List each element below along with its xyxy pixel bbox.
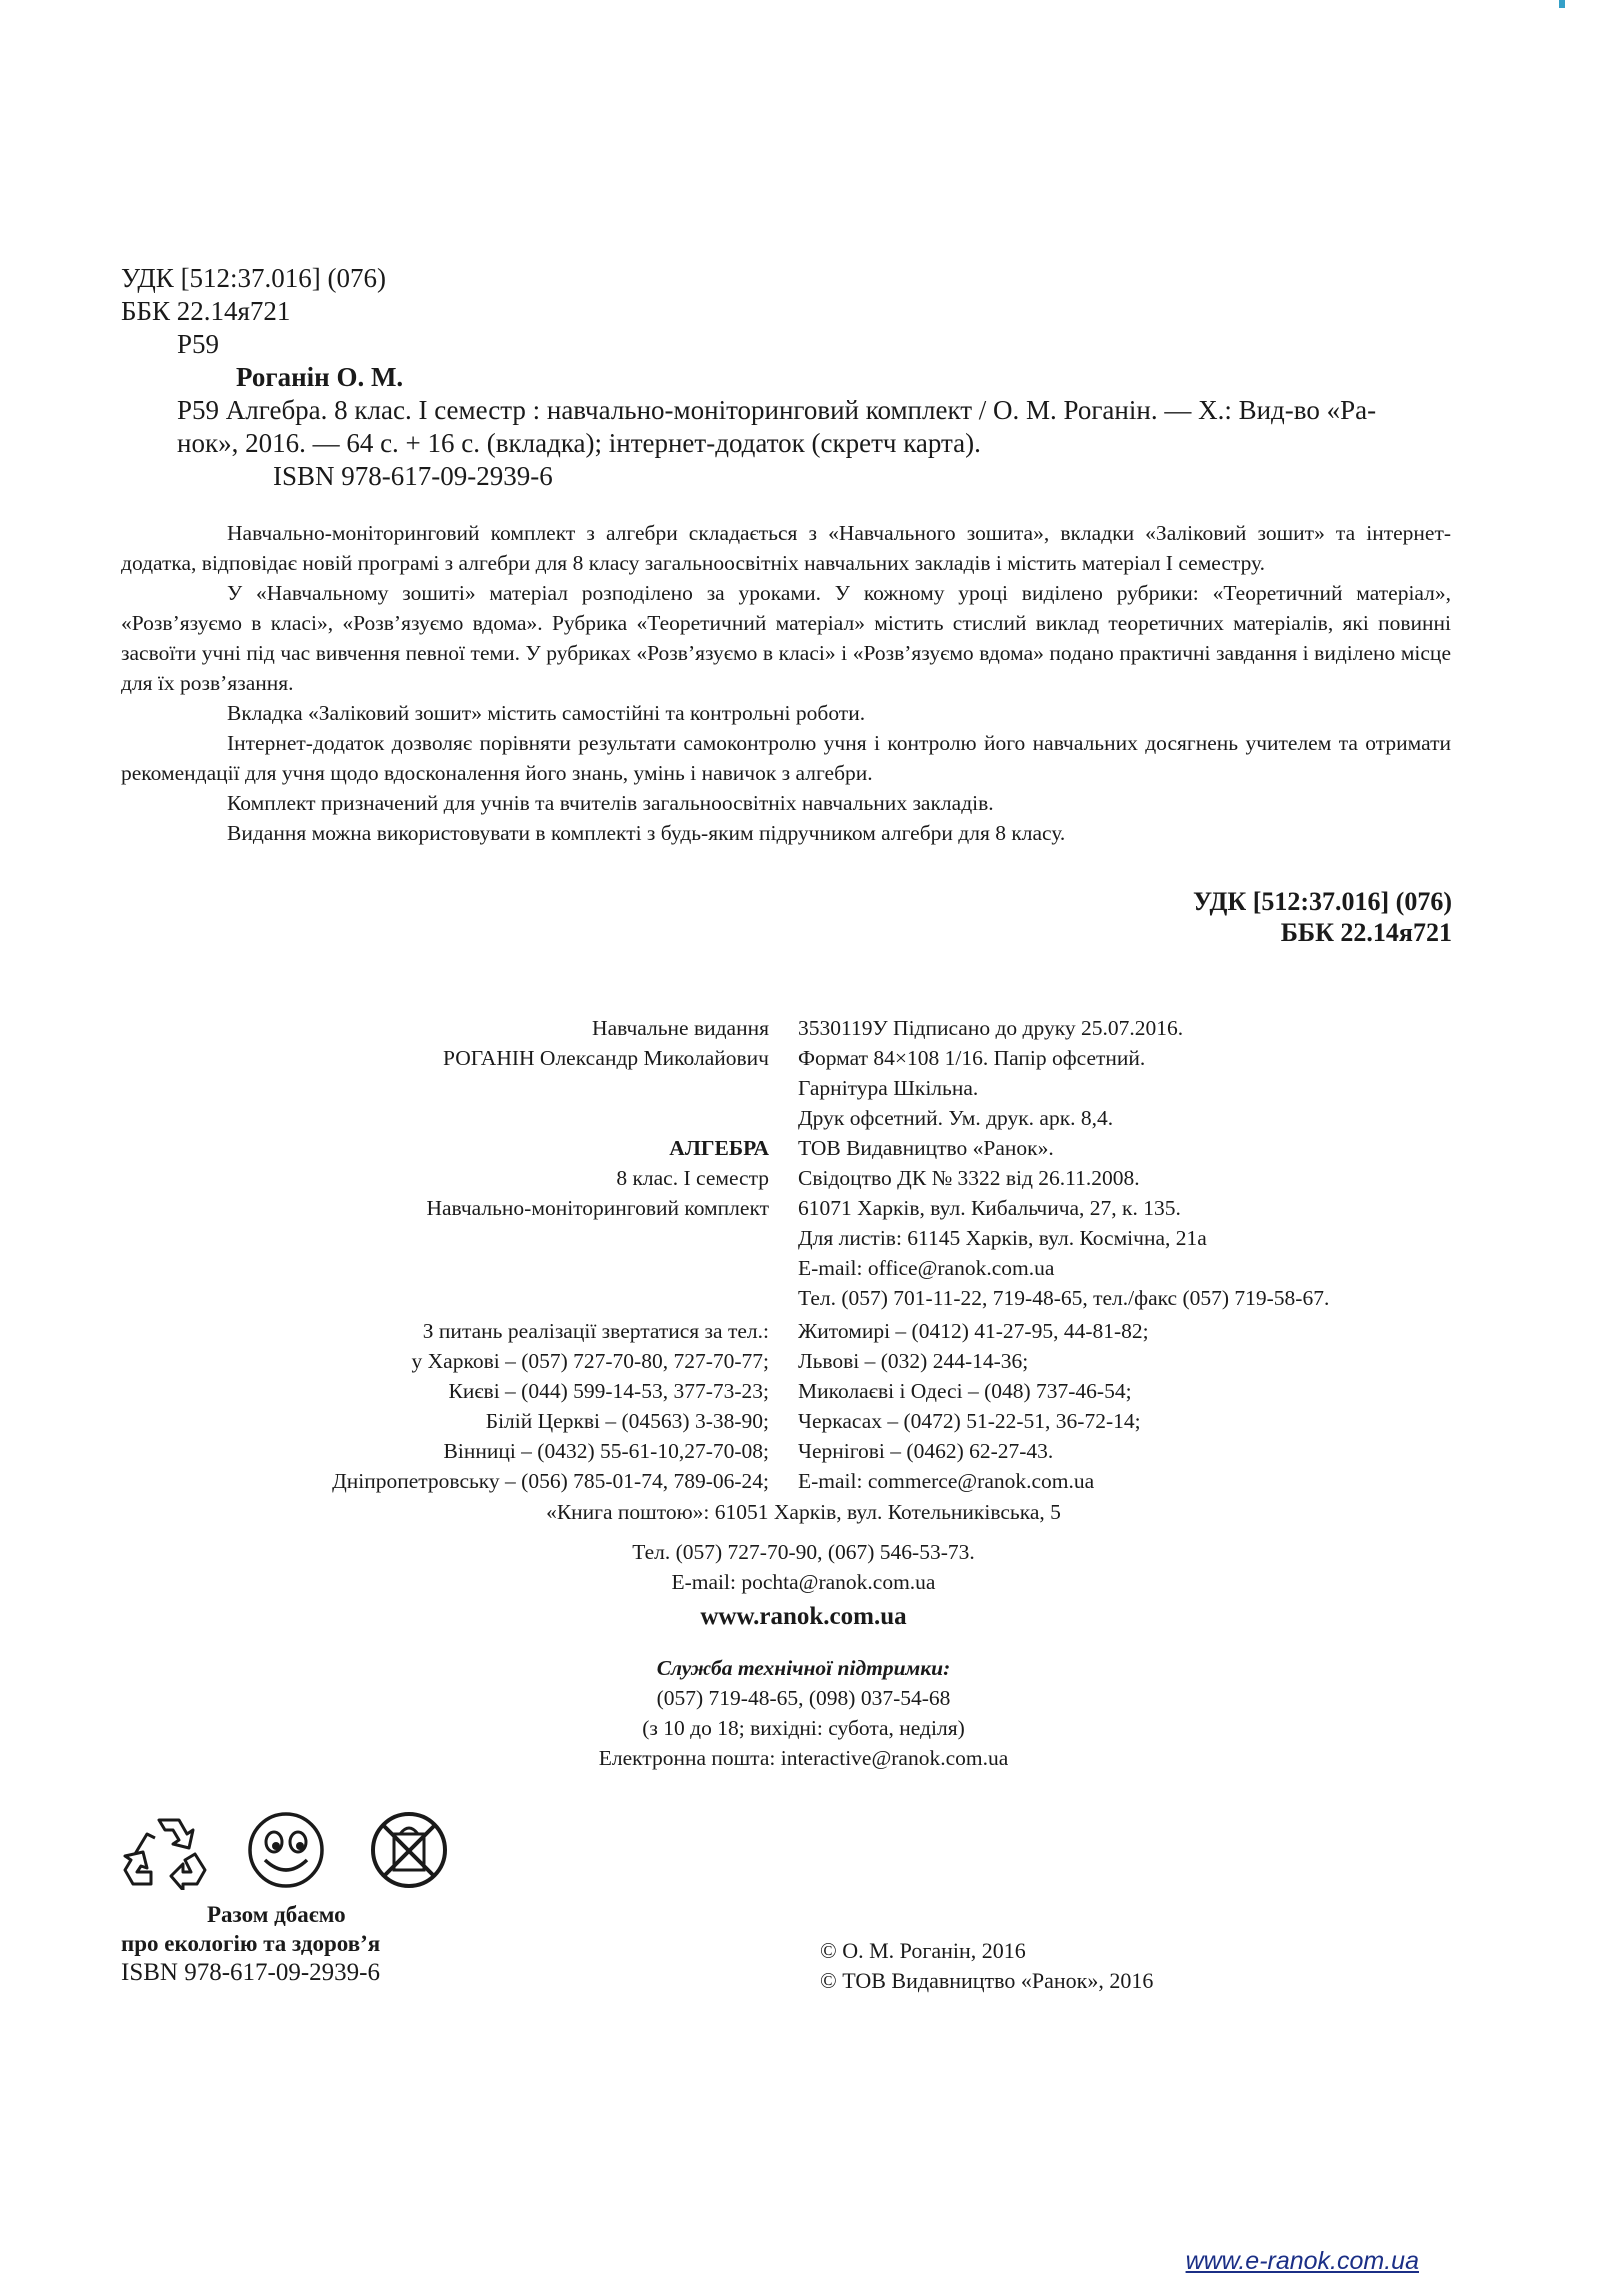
print-line: Формат 84×108 1/16. Папір офсетний. <box>798 1046 1146 1070</box>
contact-line: E-mail: commerce@ranok.com.ua <box>798 1469 1095 1493</box>
copyright-publisher: © ТОВ Видавництво «Ранок», 2016 <box>820 1968 1154 1993</box>
abstract-paragraph: Навчально-моніторинговий комплект з алгебри складається з «Навчального зошита», вкладки «Заліковий зошит» та інтернет-додатка, відповідає новій програмі з алгебри для 8 класу загальноосвітніх навчальних закладів і містить матеріал І семестру. <box>121 521 1451 575</box>
publisher-line: ТОВ Видавництво «Ранок». <box>798 1136 1054 1160</box>
library-record <box>121 262 1376 493</box>
contact-line: Дніпропетровську – (056) 785-01-74, 789-06-24; <box>332 1469 769 1493</box>
bbk-code-right: ББК 22.14я721 <box>1280 918 1452 947</box>
footer-site-link[interactable]: www.e-ranok.com.ua <box>1185 2247 1419 2275</box>
colophon-right <box>798 1013 1329 1313</box>
copyright-block <box>820 1936 1153 1996</box>
abstract-paragraph: Інтернет-додаток дозволяє порівняти результати самоконтролю учня і контролю його навчальних досягнень учителем та отримати рекомендації для учня щодо вдосконалення його знань, умінь і навичок з алгебри. <box>121 731 1451 785</box>
mail-order-email: E-mail: pochta@ranok.com.ua <box>671 1570 936 1594</box>
publisher-line: 61071 Харків, вул. Кибальчича, 27, к. 135. <box>798 1196 1181 1220</box>
abstract-paragraph: У «Навчальному зошиті» матеріал розподілено за уроками. У кожному уроці виділено рубрики: «Теоретичний матеріал», «Розв’язуємо в класі», «Розв’язуємо вдома». Рубрика «Теоретичний матеріал» містить стислий виклад теоретичних матеріалів, які повинні засвоїти учні під час вивчення певної теми. У рубриках «Розв’язуємо в класі» і «Розв’язуємо вдома» подано практичні завдання і виділено місце для їх розв’язання. <box>121 581 1451 695</box>
copyright-author: © О. М. Роганін, 2016 <box>820 1938 1026 1963</box>
smiley-icon <box>243 1810 329 1895</box>
support-phone: (057) 719-48-65, (098) 037-54-68 <box>656 1686 951 1710</box>
contact-line: З питань реалізації звертатися за тел.: <box>422 1319 769 1343</box>
contact-line: Чернігові – (0462) 62-27-43. <box>798 1439 1054 1463</box>
contact-line: Миколаєві і Одесі – (048) 737-46-54; <box>798 1379 1132 1403</box>
abstract-paragraph: Комплект призначений для учнів та вчителів загальноосвітніх навчальних закладів. <box>227 791 994 815</box>
udc-code: УДК [512:37.016] (076) <box>121 263 387 293</box>
abstract <box>121 518 1451 848</box>
no-bag-icon <box>366 1810 452 1895</box>
edition-author: РОГАНІН Олександр Миколайович <box>442 1046 769 1070</box>
description-line-2: нок», 2016. — 64 с. + 16 с. (вкладка); інтернет-додаток (скретч карта). <box>177 428 981 458</box>
edition-type: Навчальне видання <box>592 1016 769 1040</box>
abstract-paragraph: Вкладка «Заліковий зошит» містить самостійні та контрольні роботи. <box>227 701 866 725</box>
print-line: Друк офсетний. Ум. друк. арк. 8,4. <box>798 1106 1114 1130</box>
contacts-right <box>798 1316 1149 1496</box>
print-line: Гарнітура Шкільна. <box>798 1076 979 1100</box>
abstract-paragraph: Видання можна використовувати в комплекті з будь-яким підручником алгебри для 8 класу. <box>227 821 1066 845</box>
publisher-email: E-mail: office@ranok.com.ua <box>798 1256 1055 1280</box>
isbn-line: ISBN 978-617-09-2939-6 <box>273 461 553 491</box>
publisher-phone: Тел. (057) 701-11-22, 719-48-65, тел./факс (057) 719-58-67. <box>798 1286 1330 1310</box>
print-line: 3530119У Підписано до друку 25.07.2016. <box>798 1016 1184 1040</box>
publisher-line: Для листів: 61145 Харків, вул. Космічна, 21а <box>798 1226 1207 1250</box>
support-title: Служба технічної підтримки: <box>656 1656 951 1680</box>
abstract-classification <box>1193 886 1452 948</box>
contacts-left <box>332 1316 769 1496</box>
eco-block <box>121 1810 461 1986</box>
edition-grade: 8 клас. І семестр <box>616 1166 769 1190</box>
recycle-icon <box>121 1810 217 1895</box>
mail-order-address: «Книга поштою»: 61051 Харків, вул. Котельниківська, 5 <box>546 1500 1061 1524</box>
contact-line: Львові – (032) 244-14-36; <box>798 1349 1029 1373</box>
contact-line: Білій Церкві – (04563) 3-38-90; <box>485 1409 769 1433</box>
eco-line-2: про екологію та здоров’я <box>121 1931 381 1956</box>
support-email: Електронна пошта: interactive@ranok.com.ua <box>598 1746 1009 1770</box>
description-line-1: Р59 Алгебра. 8 клас. І семестр : навчально-моніторинговий комплект / О. М. Роганін. — Х.: Вид-во «Ра- <box>177 395 1377 425</box>
contact-line: Києві – (044) 599-14-53, 377-73-23; <box>448 1379 769 1403</box>
udc-code-right: УДК [512:37.016] (076) <box>1193 887 1452 916</box>
mail-order-phone: Тел. (057) 727-70-90, (067) 546-53-73. <box>632 1540 975 1564</box>
support-hours: (з 10 до 18; вихідні: субота, неділя) <box>642 1716 965 1740</box>
bbk-code: ББК 22.14я721 <box>121 296 291 326</box>
author-mark: Р59 <box>177 329 220 359</box>
corner-mark <box>1559 0 1565 8</box>
colophon-left <box>426 1013 769 1223</box>
author-name: Роганін О. М. <box>236 362 404 392</box>
contact-line: Житомирі – (0412) 41-27-95, 44-81-82; <box>798 1319 1149 1343</box>
eco-isbn: ISBN 978-617-09-2939-6 <box>121 1959 381 1986</box>
eco-text <box>121 1900 451 1987</box>
edition-kind: Навчально-моніторинговий комплект <box>426 1196 769 1220</box>
website-link[interactable]: www.ranok.com.ua <box>700 1603 907 1630</box>
eco-icons <box>121 1810 461 1890</box>
contact-line: Вінниці – (0432) 55-61-10,27-70-08; <box>443 1439 769 1463</box>
contact-line: Черкасах – (0472) 51-22-51, 36-72-14; <box>798 1409 1141 1433</box>
eco-line-1: Разом дбаємо <box>207 1902 346 1927</box>
contact-line: у Харкові – (057) 727-70-80, 727-70-77; <box>411 1349 769 1373</box>
edition-title: АЛГЕБРА <box>669 1136 769 1160</box>
publisher-line: Свідоцтво ДК № 3322 від 26.11.2008. <box>798 1166 1140 1190</box>
